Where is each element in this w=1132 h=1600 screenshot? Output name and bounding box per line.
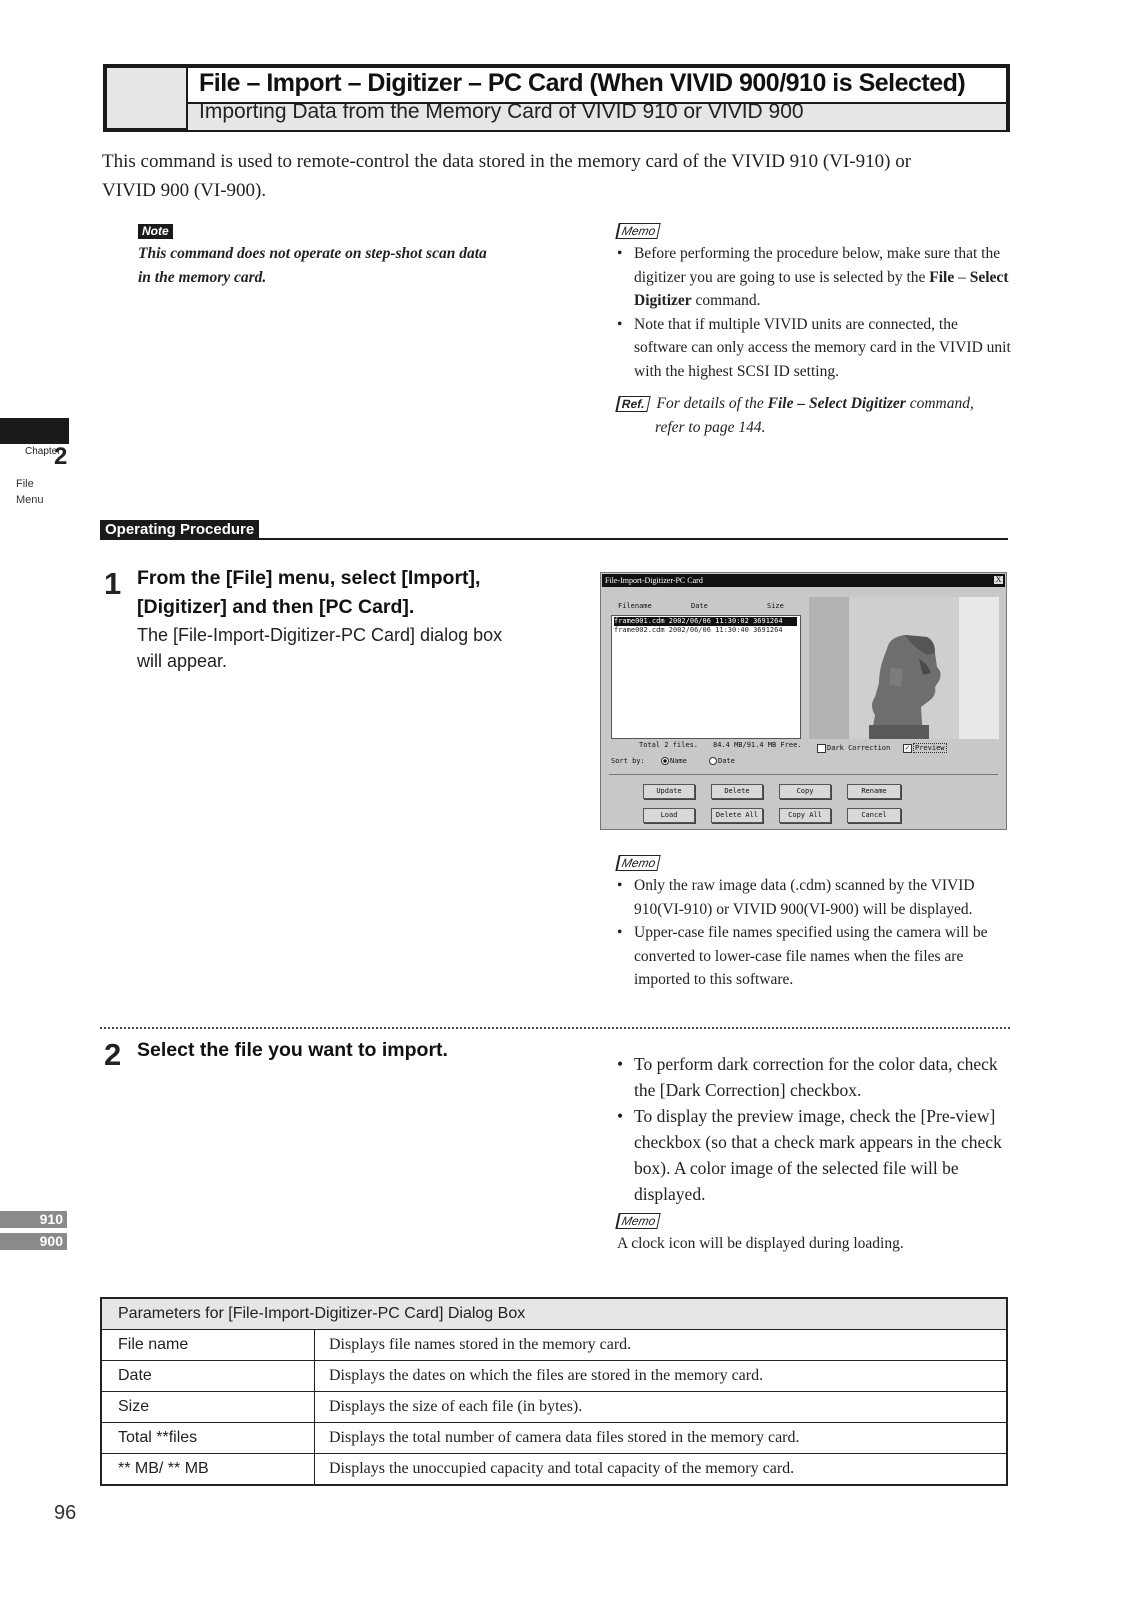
step-1-desc-line-2: will appear. — [137, 651, 228, 671]
intro-line-2: VIVID 900 (VI-900). — [102, 180, 267, 201]
param-name: Total **files — [101, 1423, 315, 1454]
sort-name-label: Name — [670, 757, 687, 765]
param-name: File name — [101, 1330, 315, 1361]
file-list[interactable] — [611, 615, 801, 739]
preview-checkbox[interactable]: ✓ — [904, 744, 911, 752]
dialog-titlebar — [602, 574, 1005, 587]
memo-tag-2: Memo — [615, 855, 661, 871]
col-size[interactable]: Size — [767, 602, 784, 610]
page-subtitle: Importing Data from the Memory Card of VIVID 910 or VIVID 900 — [199, 100, 804, 123]
param-name: Date — [101, 1361, 315, 1392]
moai-statue-icon — [809, 597, 999, 739]
memo-block-1 — [617, 222, 1012, 383]
rename-button[interactable]: Rename — [847, 784, 901, 799]
col-filename[interactable]: Filename — [618, 602, 652, 610]
note-text — [138, 242, 487, 289]
step-1-desc-line-1: The [File-Import-Digitizer-PC Card] dialog box — [137, 625, 503, 645]
intro-paragraph — [102, 147, 1012, 205]
memo2-item-2: • Upper-case file names specified using the camera will be converted to lower-case file names when the files are imported to this software. — [617, 921, 1012, 992]
param-name: ** MB/ ** MB — [101, 1454, 315, 1486]
memo-list-1 — [617, 242, 1012, 383]
memo-block-2 — [617, 854, 1012, 992]
preview-image — [809, 597, 999, 739]
col-date[interactable]: Date — [691, 602, 708, 610]
header-left-cell — [107, 68, 188, 128]
step-1-number: 1 — [104, 566, 122, 601]
parameters-table — [100, 1297, 1008, 1486]
dialog-title: File-Import-Digitizer-PC Card — [605, 576, 703, 585]
dark-correction-checkbox[interactable] — [817, 744, 826, 753]
chapter-tab — [0, 418, 69, 444]
ref-block — [617, 392, 1012, 439]
note-line-1: This command does not operate on step-shot scan data — [138, 245, 487, 262]
table-row — [101, 1423, 1007, 1454]
sort-date-label: Date — [718, 757, 735, 765]
badge-910: 910 — [0, 1211, 67, 1228]
dialog-divider — [609, 774, 998, 775]
list-item[interactable]: frame002.cdm 2002/06/06 11:30:40 3691264 — [614, 626, 783, 634]
side-section-label — [16, 476, 44, 508]
memo-list-2 — [617, 874, 1012, 992]
copy-button[interactable]: Copy — [779, 784, 831, 799]
table-header: Parameters for [File-Import-Digitizer-PC Card] Dialog Box — [101, 1298, 1007, 1330]
step-1-title-line-2: [Digitizer] and then [PC Card]. — [137, 596, 415, 618]
step-1-content — [137, 564, 557, 674]
side-section-line-1: File — [16, 478, 34, 490]
memo2-item-1: • Only the raw image data (.cdm) scanned by the VIVID 910(VI-910) or VIVID 900(VI-900) will be displayed. — [617, 874, 1012, 921]
operating-procedure-label: Operating Procedure — [100, 520, 259, 540]
ref-text: For details of the File – Select Digitizer command, — [656, 395, 974, 412]
intro-line-1: This command is used to remote-control the data stored in the memory card of the VIVID 910 (VI-910) or — [102, 151, 912, 172]
note-block — [138, 222, 487, 289]
step-1-title-line-1: From the [File] menu, select [Import], — [137, 567, 481, 589]
chapter-number: 2 — [54, 443, 68, 470]
capacity-readout: 84.4 MB/91.4 MB Free. — [713, 741, 802, 749]
table-row — [101, 1392, 1007, 1423]
memo-block-3 — [617, 1212, 1012, 1256]
load-button[interactable]: Load — [643, 808, 695, 823]
step-2-title: Select the file you want to import. — [137, 1039, 448, 1061]
table-row — [101, 1454, 1007, 1486]
step2-bullet-2: • To display the preview image, check the [Pre-view] checkbox (so that a check mark appears in the check box). A color image of the selected file will be displayed. — [617, 1103, 1012, 1207]
delete-all-button[interactable]: Delete All — [711, 808, 763, 823]
close-icon[interactable]: X — [995, 575, 1002, 584]
copy-all-button[interactable]: Copy All — [779, 808, 831, 823]
memo3-text: A clock icon will be displayed during loading. — [617, 1235, 904, 1252]
memo-tag-3: Memo — [615, 1213, 661, 1229]
param-desc: Displays the unoccupied capacity and total capacity of the memory card. — [315, 1454, 1008, 1486]
table-header-row — [101, 1298, 1007, 1330]
pc-card-dialog — [600, 572, 1007, 830]
side-section-line-2: Menu — [16, 494, 44, 506]
cancel-button[interactable]: Cancel — [847, 808, 901, 823]
preview-label: Preview — [915, 744, 945, 752]
ref-line-2: refer to page 144. — [655, 418, 766, 436]
step2-bullet-1: • To perform dark correction for the color data, check the [Dark Correction] checkbox. — [617, 1051, 1012, 1103]
param-desc: Displays the total number of camera data files stored in the memory card. — [315, 1423, 1008, 1454]
dark-correction-label: Dark Correction — [827, 744, 891, 752]
delete-button[interactable]: Delete — [711, 784, 763, 799]
sort-name-radio[interactable] — [661, 757, 669, 765]
chapter-label: Chapter — [25, 446, 61, 457]
memo1-item-2: • Note that if multiple VIVID units are connected, the software can only access the memory card in the VIVID unit with the highest SCSI ID setting. — [617, 313, 1012, 384]
total-files: Total 2 files. — [639, 741, 699, 749]
step-2-bullets — [617, 1051, 1012, 1207]
ref-tag: Ref. — [615, 396, 650, 412]
sort-by-label: Sort by: — [611, 757, 645, 765]
param-name: Size — [101, 1392, 315, 1423]
param-desc: Displays the dates on which the files are stored in the memory card. — [315, 1361, 1008, 1392]
page-number: 96 — [54, 1502, 77, 1524]
param-desc: Displays the size of each file (in bytes). — [315, 1392, 1008, 1423]
table-row — [101, 1330, 1007, 1361]
step-divider — [100, 1027, 1010, 1029]
list-item[interactable]: frame001.cdm 2002/06/06 11:30:02 3691264 — [614, 617, 797, 626]
update-button[interactable]: Update — [643, 784, 695, 799]
step-2-list — [617, 1051, 1012, 1207]
param-desc: Displays file names stored in the memory card. — [315, 1330, 1008, 1361]
sort-date-radio[interactable] — [709, 757, 717, 765]
page-title: File – Import – Digitizer – PC Card (When VIVID 900/910 is Selected) — [199, 69, 966, 97]
table-row — [101, 1361, 1007, 1392]
memo-tag-1: Memo — [615, 223, 661, 239]
badge-900: 900 — [0, 1233, 67, 1250]
memo1-item-1: • Before performing the procedure below, make sure that the digitizer you are going to use is selected by the File – Select Digitizer command. — [617, 242, 1012, 313]
note-line-2: in the memory card. — [138, 268, 267, 286]
note-tag: Note — [138, 224, 173, 239]
step-2-number: 2 — [104, 1037, 122, 1072]
